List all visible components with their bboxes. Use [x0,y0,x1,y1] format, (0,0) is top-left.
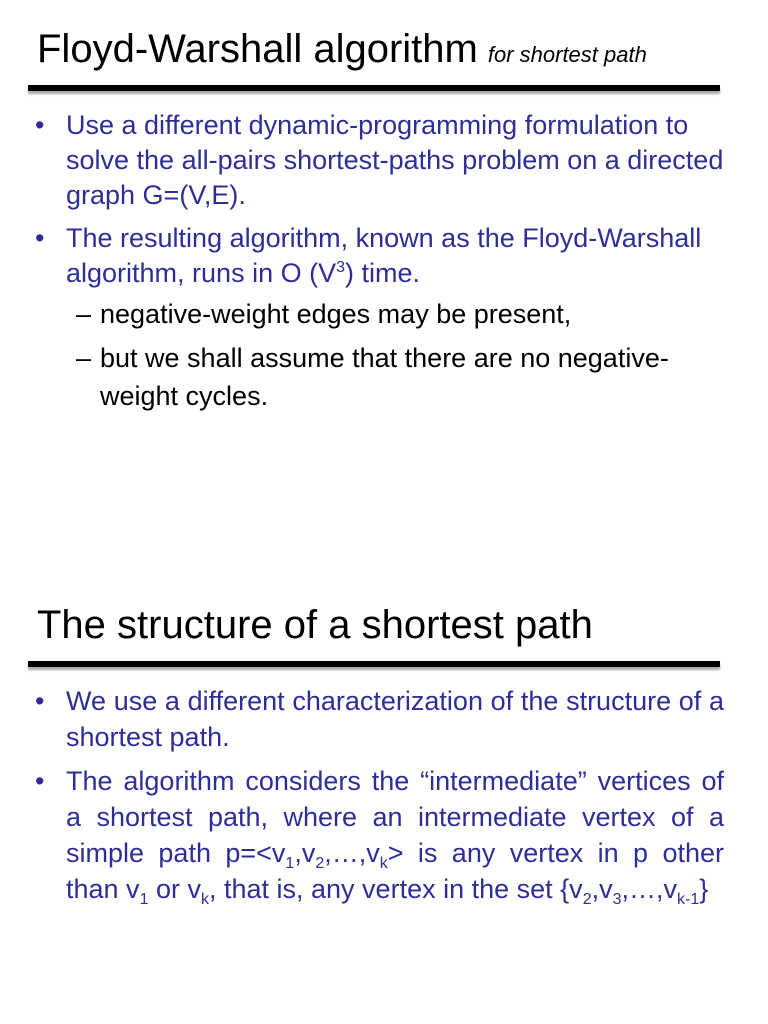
title-divider [28,85,720,91]
subscript: k [379,855,388,872]
sub-bullet-item [34,295,724,333]
sub-bullet-text: negative-weight edges may be present, [100,299,572,329]
bullet-text-part: , that is, any vertex in the set {v [208,874,583,904]
sub-bullet-list [66,295,724,415]
superscript: 3 [336,259,345,276]
bullet-text [66,223,701,288]
bullet-text: We use a different characterization of the structure of a shortest path. [66,686,724,752]
bullet-list [0,108,724,423]
bullet-text-part: ,…,v [324,838,380,868]
bullet-item [0,763,724,907]
sub-bullet-text: but we shall assume that there are no negative-weight cycles. [100,343,669,411]
bullet-list [0,683,724,915]
bullet-text-part: or v [148,874,201,904]
slide-title [37,26,647,78]
dash-icon: – [76,299,92,329]
bullet-icon: • [35,686,45,716]
bullet-item [0,683,724,755]
bullet-icon: • [35,110,45,140]
bullet-text-part: The algorithm considers the “intermediate” vertices of a shortest path, where an intermediate vertex of a simple path p=<v [66,766,724,868]
subscript: 1 [139,891,149,908]
title-divider [28,661,720,667]
title-text: Floyd-Warshall algorithm [37,27,478,71]
bullet-text [66,766,724,908]
bullet-icon: • [35,223,45,253]
dash-icon: – [76,343,92,373]
sub-bullet-item [34,339,724,415]
subscript: k [200,891,209,908]
bullet-text-part: ) time. [345,258,421,288]
bullet-icon: • [35,766,45,796]
subscript: 1 [285,855,295,872]
subscript: k-1 [677,891,700,908]
slide-title [37,602,593,648]
title-text: The structure of a shortest path [37,603,593,647]
bullet-text-part: ,…,v [621,874,678,904]
slide-structure-shortest-path [0,512,768,1024]
bullet-text-part: ,v [294,838,316,868]
bullet-text-part: > is any vertex in p other than v [66,838,724,904]
bullet-text-part: } [699,874,709,904]
bullet-text-part: ,v [591,874,613,904]
subscript: 2 [582,891,592,908]
subscript: 2 [315,855,325,872]
bullet-item [0,108,724,213]
bullet-text: Use a different dynamic-programming formulation to solve the all-pairs shortest-paths problem on a directed graph G=(V,E). [66,110,724,210]
subscript: 3 [612,891,622,908]
bullet-text-part: The resulting algorithm, known as the Floyd-Warshall algorithm, runs in O (V [66,223,702,288]
bullet-item [0,221,724,415]
title-subtitle: for shortest path [487,42,647,67]
